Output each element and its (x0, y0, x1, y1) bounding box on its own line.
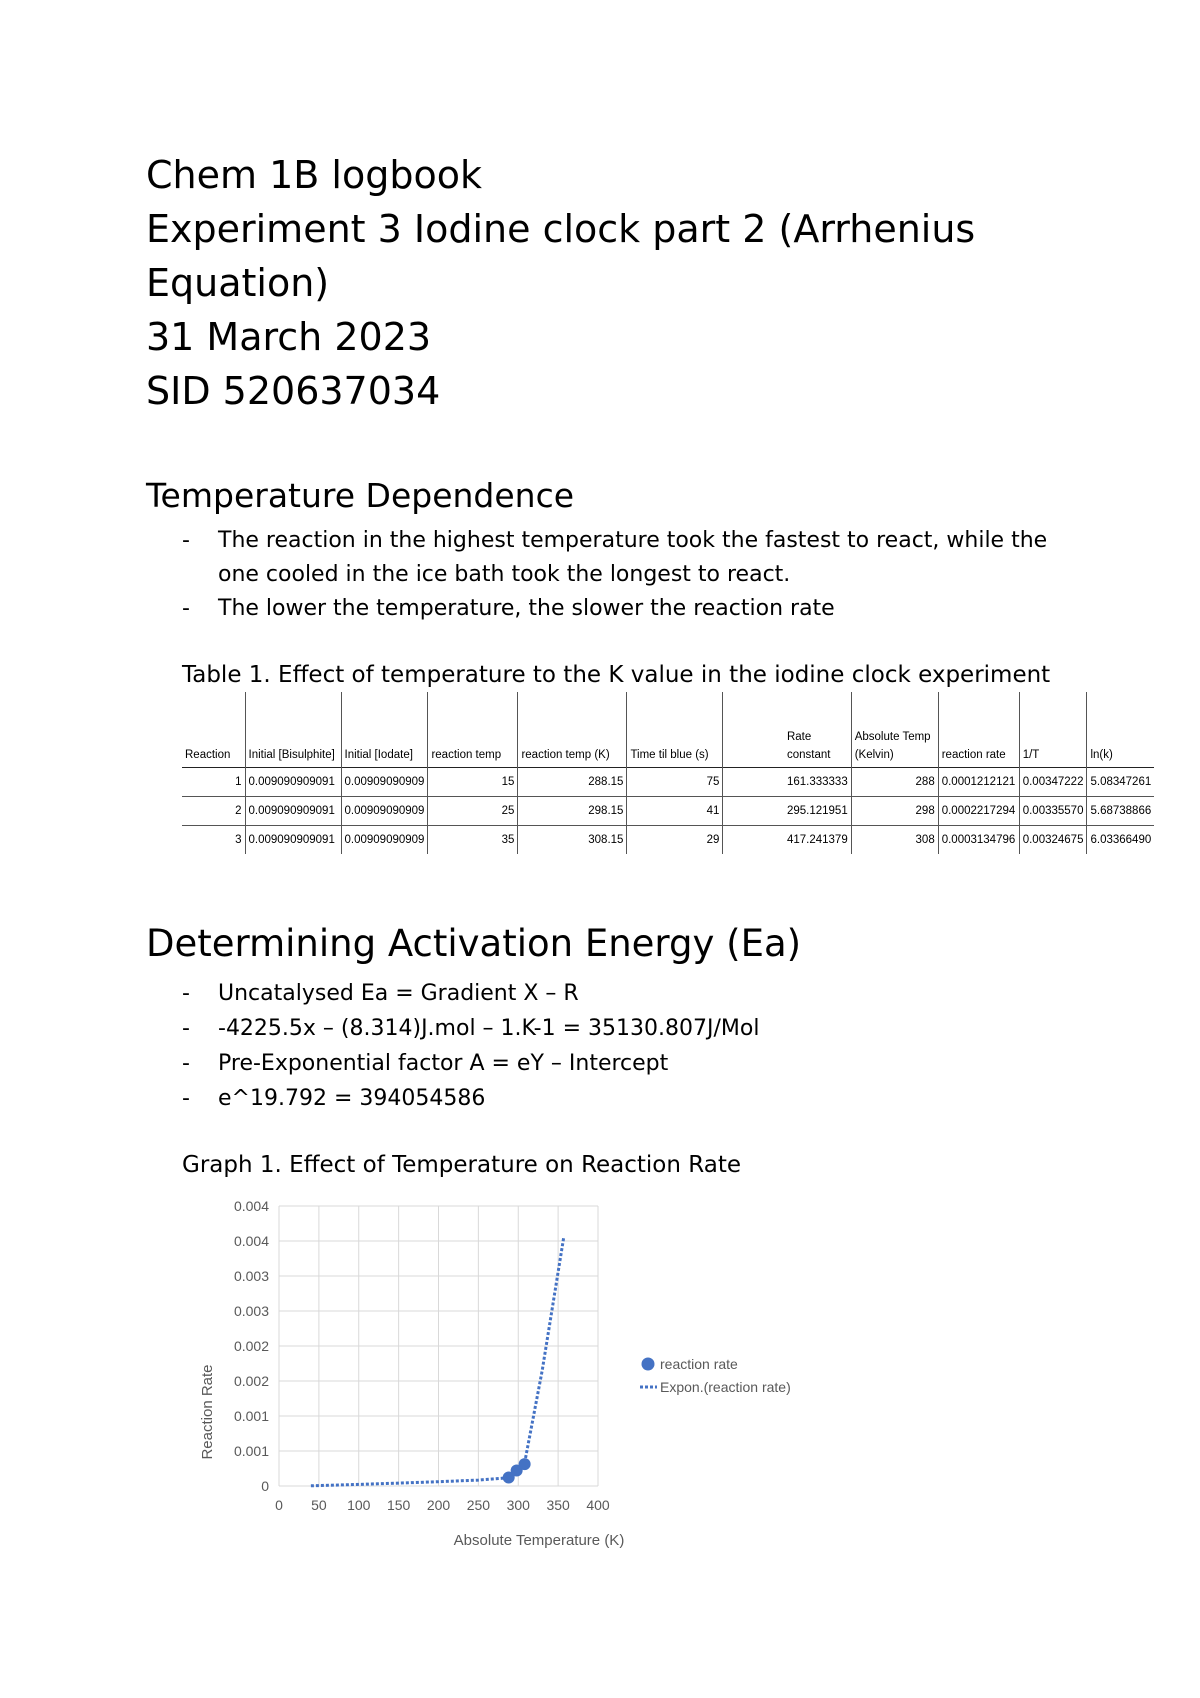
bullet-text: Pre-Exponential factor A = eY – Intercept (218, 1051, 669, 1076)
chart-grid (279, 1206, 598, 1486)
cell-reaction-rate: 0.0003134796 (938, 826, 1019, 855)
x-tick-label: 200 (426, 1497, 451, 1513)
table-row (182, 797, 1154, 826)
y-tick-label: 0.003 (233, 1303, 269, 1319)
cell-bisulphite: 0.009090909091 (245, 826, 341, 855)
cell-time: 29 (627, 826, 723, 855)
x-tick-label: 250 (466, 1497, 491, 1513)
dash-marker: - (182, 1051, 190, 1076)
header-reaction-temp-k: reaction temp (K) (518, 692, 627, 768)
cell-inverse-t: 0.00347222 (1019, 768, 1087, 797)
header-initial-bisulphite: Initial [Bisulphite] (245, 692, 341, 768)
header-absolute-temp: Absolute Temp (Kelvin) (851, 692, 938, 768)
dash-marker: - (182, 528, 190, 553)
cell-reaction-rate: 0.0001212121 (938, 768, 1019, 797)
x-tick-label: 150 (386, 1497, 411, 1513)
x-tick-label: 400 (586, 1497, 610, 1513)
bullet-item (182, 976, 1062, 1011)
cell-absolute-temp: 288 (851, 768, 938, 797)
cell-ln-k: 6.03366490 (1087, 826, 1154, 855)
cell-temp-k: 288.15 (518, 768, 627, 797)
cell-empty (723, 826, 784, 855)
bullet-text: -4225.5x – (8.314)J.mol – 1.K-1 = 35130.807J/Mol (218, 1016, 760, 1041)
x-tick-label: 100 (347, 1497, 371, 1513)
dash-marker: - (182, 596, 190, 621)
y-axis-title: Reaction Rate (199, 1364, 216, 1460)
cell-inverse-t: 0.00324675 (1019, 826, 1087, 855)
legend-marker-points (642, 1358, 655, 1371)
document-header (146, 148, 1146, 418)
y-tick-label: 0.002 (233, 1338, 269, 1354)
date: 31 March 2023 (146, 315, 432, 359)
header-time-til-blue: Time til blue (s) (627, 692, 723, 768)
cell-reaction-rate: 0.0002217294 (938, 797, 1019, 826)
cell-time: 41 (627, 797, 723, 826)
x-tick-label: 50 (311, 1497, 327, 1513)
dash-marker: - (182, 981, 190, 1006)
cell-temp-k: 298.15 (518, 797, 627, 826)
cell-absolute-temp: 298 (851, 797, 938, 826)
trendline-expon (311, 1238, 564, 1486)
cell-bisulphite: 0.009090909091 (245, 768, 341, 797)
chart-axes (234, 1198, 610, 1513)
cell-iodate: 0.00909090909 (341, 797, 428, 826)
x-tick-label: 350 (546, 1497, 570, 1513)
cell-temp-k: 308.15 (518, 826, 627, 855)
experiment-title: Experiment 3 Iodine clock part 2 (Arrhenius (146, 207, 976, 251)
chart-legend (640, 1356, 791, 1395)
cell-time: 75 (627, 768, 723, 797)
activation-energy-bullet-list (182, 976, 1062, 1116)
bullet-item (182, 1081, 1062, 1116)
bullet-item (182, 1046, 1062, 1081)
x-tick-label: 0 (275, 1497, 283, 1513)
y-tick-label: 0.001 (233, 1443, 269, 1459)
header-inverse-t: 1/T (1019, 692, 1087, 768)
activation-energy-heading: Determining Activation Energy (Ea) (146, 922, 802, 965)
cell-reaction: 1 (182, 768, 245, 797)
temperature-bullet-list (182, 524, 1062, 626)
cell-empty (723, 768, 784, 797)
y-tick-label: 0.004 (233, 1233, 269, 1249)
data-table (182, 692, 1154, 854)
header-reaction: Reaction (182, 692, 245, 768)
reaction-rate-chart (180, 1180, 840, 1560)
bullet-item (182, 592, 1062, 626)
student-id: SID 520637034 (146, 369, 441, 413)
chart-series (311, 1238, 564, 1486)
cell-reaction: 3 (182, 826, 245, 855)
header-reaction-temp: reaction temp (428, 692, 518, 768)
cell-rate-constant: 417.241379 (784, 826, 851, 855)
cell-iodate: 0.00909090909 (341, 826, 428, 855)
table-row (182, 768, 1154, 797)
y-tick-label: 0.001 (233, 1408, 269, 1424)
table-caption: Table 1. Effect of temperature to the K value in the iodine clock experiment (182, 662, 1051, 688)
table-header-row (182, 692, 1154, 768)
cell-absolute-temp: 308 (851, 826, 938, 855)
bullet-text: The reaction in the highest temperature took the fastest to react, while the one cooled in the ice bath took the longest to react. (218, 528, 1048, 587)
cell-iodate: 0.00909090909 (341, 768, 428, 797)
cell-temp: 15 (428, 768, 518, 797)
cell-bisulphite: 0.009090909091 (245, 797, 341, 826)
logbook-title: Chem 1B logbook (146, 153, 482, 197)
cell-temp: 25 (428, 797, 518, 826)
cell-temp: 35 (428, 826, 518, 855)
y-tick-label: 0.004 (233, 1198, 269, 1214)
data-point (519, 1458, 531, 1470)
header-rate-constant: Rate constant (784, 692, 851, 768)
header-initial-iodate: Initial [Iodate] (341, 692, 428, 768)
y-tick-label: 0 (261, 1478, 269, 1494)
header-reaction-rate: reaction rate (938, 692, 1019, 768)
x-tick-label: 300 (506, 1497, 530, 1513)
x-axis-title: Absolute Temperature (K) (453, 1532, 625, 1549)
dash-marker: - (182, 1016, 190, 1041)
bullet-text: e^19.792 = 394054586 (218, 1086, 486, 1111)
bullet-text: The lower the temperature, the slower the reaction rate (218, 596, 835, 621)
cell-reaction: 2 (182, 797, 245, 826)
experiment-title-continued: Equation) (146, 261, 330, 305)
cell-empty (723, 797, 784, 826)
legend-label-points: reaction rate (660, 1356, 738, 1372)
cell-ln-k: 5.08347261 (1087, 768, 1154, 797)
header-empty (723, 692, 784, 768)
bullet-item (182, 1011, 1062, 1046)
temperature-dependence-heading: Temperature Dependence (146, 476, 575, 515)
header-ln-k: ln(k) (1090, 749, 1113, 761)
bullet-item (182, 524, 1062, 592)
y-tick-label: 0.003 (233, 1268, 269, 1284)
legend-label-trendline: Expon.(reaction rate) (660, 1379, 791, 1395)
cell-inverse-t: 0.00335570 (1019, 797, 1087, 826)
cell-rate-constant: 161.333333 (784, 768, 851, 797)
graph-caption: Graph 1. Effect of Temperature on Reaction Rate (182, 1152, 742, 1178)
cell-rate-constant: 295.121951 (784, 797, 851, 826)
cell-ln-k: 5.68738866 (1087, 797, 1154, 826)
bullet-text: Uncatalysed Ea = Gradient X – R (218, 981, 579, 1006)
dash-marker: - (182, 1086, 190, 1111)
y-tick-label: 0.002 (233, 1373, 269, 1389)
table-row (182, 826, 1154, 855)
